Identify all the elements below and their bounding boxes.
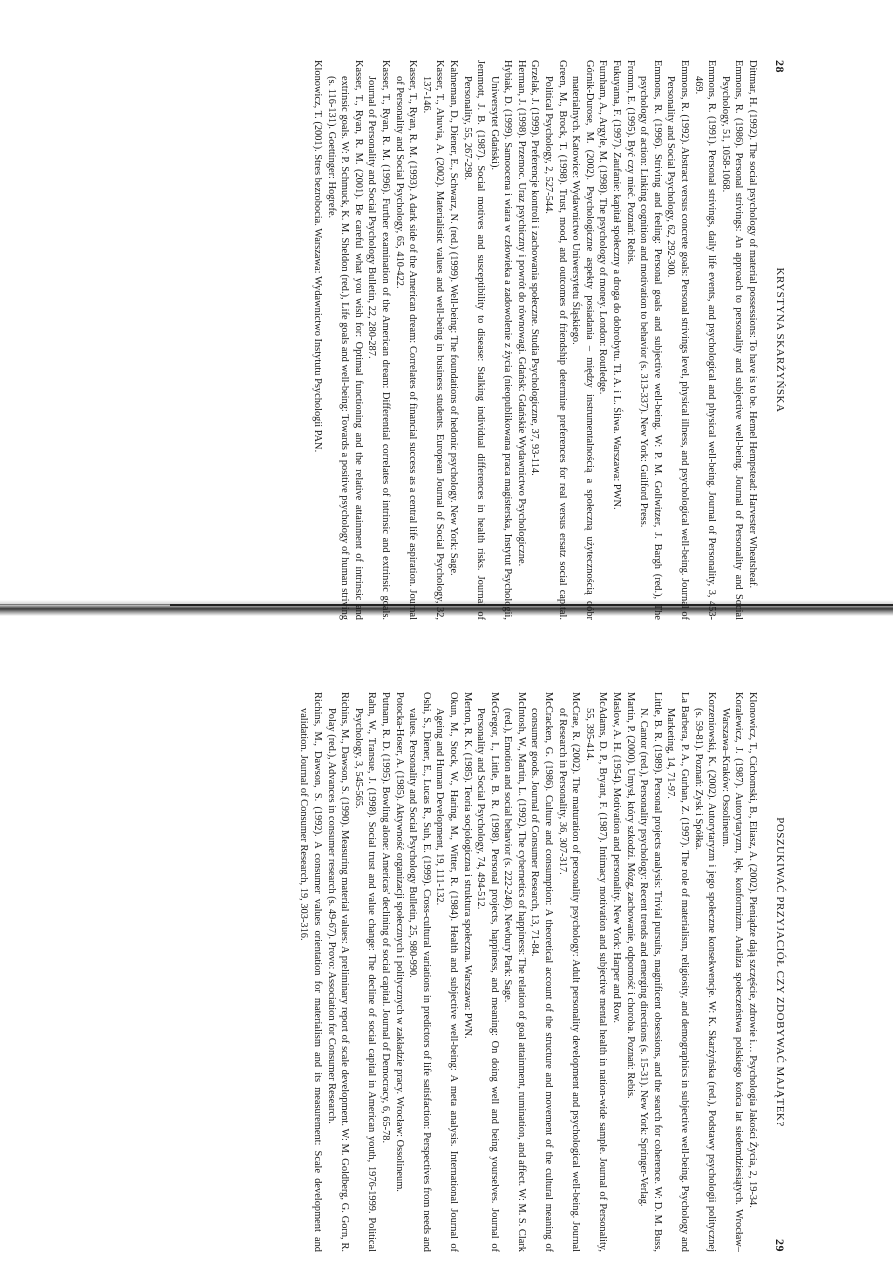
- reference-entry: Emmons, R. (1991). Personal strivings, daily life events, and psychological and physical well-being. Journal of Personality, 3, 453-469.: [692, 60, 718, 620]
- reference-entry: Kasser, T., Ryan, R. M. (1996). Further examination of the American dream: Differential correlates of intrinsic and extrinsic goals. Journal of Personality and Social Psychology Bulletin, 22, 280-287.: [366, 60, 391, 620]
- running-head-title: KRYSTYNA SKARŻYŃSKA: [774, 267, 786, 413]
- reference-entry: McIntosh, W., Martin, L. (1992). The cybernetics of happiness: The relation of goal attainment, rumination, and affect. W: M. S. Clark (red.), Emotion and social behavior (s. 222-246). Newbury Park: Sage.: [502, 692, 527, 1252]
- running-head-title: POSZUKIWAĆ PRZYJACIÓŁ CZY ZDOBYWAĆ MAJĄTEK?: [774, 817, 786, 1127]
- reference-entry: Richins, M., Dawson, S. (1992). A consumer values orientation for materialism and its measurement: Scale development and validation. Journal of Consumer Research, 19, 303-316.: [298, 692, 323, 1252]
- reference-entry: Potocka-Hoser, A. (1985). Aktywność organizacji społecznych i politycznych w zakładzie pracy. Wrocław: Ossolineum.: [393, 692, 405, 1192]
- reference-entry: Hybiak, D. (1999). Samoocena i wiara w człowieka a zadowolenie z życia (nieopublikowana praca magisterska, Instytut Psychologii, Uniwersytet Gdański).: [488, 60, 514, 620]
- reference-entry: Koralewicz, J. (1987). Autorytaryzm, lęk, konformizm. Analiza społeczeństwa polskiego końca lat siedemdziesiątych. Wrocław–Warszawa–Kraków: Ossolineum.: [719, 692, 745, 1252]
- reference-entry: McCracken, G. (1986). Culture and consumption: A theoretical account of the structure and movement of the cultural meaning of consumer goods. Journal of Consumer Research, 13, 71-84.: [529, 692, 555, 1252]
- reference-entry: Grzelak, J. (1999). Preferencje kontroli i zachowania społeczne. Studia Psychologiczne, 37, 93-114.: [529, 60, 541, 476]
- reference-entry: Martin, P. (2000). Umysł, który szkodzi. Mózg, zachowanie, odporność i choroba. Poznań: Rebis.: [624, 692, 636, 1099]
- reference-entry: Górnik-Durose, M. (2002). Psychologiczne aspekty posiadania – między instrumentalnością a społeczną użytecznością dóbr materialnych. Katowice: Wydawnictwo Uniwersytetu Śląskiego.: [570, 60, 595, 620]
- reference-entry: Oshi, S., Diener, E., Lucas R., Suh, E. (1999). Cross-cultural variations in predictors of life satisfaction: Perspectives from needs and values. Personality and Social Psychology Bulletin, 25, 980-990.: [407, 692, 432, 1252]
- page-number: 28: [773, 60, 787, 73]
- running-head: [765, 692, 787, 1252]
- reference-entry: Klonowicz, T. (2001). Stres bezrobocia. Warszawa: Wydawnictwo Instytutu Psychologii PAN.: [312, 60, 323, 453]
- reference-entry: Richins, M., Dawson, S. (1990). Measuring material values: A preliminary report of scale development. W: M. Goldberg, G. Gorn, R. Polay (red.), Advances in consumer research (s. 49-67). Provo: Association for Consumer Research.: [325, 692, 351, 1252]
- reference-entry: Emmons, R. (1996). Striving and feeling: Personal goals and subjective well-being. W: P. M. Gollwitzer, J. Bargh (red.), The psychology of action: Linking cognition and motivation to behavior (s. 313-337). New York: Guilford Press.: [638, 60, 663, 620]
- reference-entry: Furnham, A., Argyle, M. (1998). The psychology of money. London: Routledge.: [597, 60, 609, 395]
- reference-entry: Emmons, R. (1992). Abstract versus concrete goals: Personal strivings level, physical illness, and psychological well-being. Journal of Personality and Social Psychology, 62, 292-300.: [665, 60, 691, 620]
- reference-entry: McGregor, I., Little, B. R. (1998). Personal projects, happiness, and meaning: On doing well and being yourselves. Journal of Personality and Social Psychology, 74, 494-512.: [475, 692, 500, 1252]
- reference-entry: Rahn, W., Transue, J. (1998). Social trust and value change: The decline of social capital in American youth, 1976-1999. Political Psychology, 3, 545-565.: [352, 692, 378, 1252]
- reference-entry: Kasser, T., Ryan, R. M. (1993). A dark side of the American dream: Correlates of financial success as a central life aspiration. Journal of Personality and Social Psychology, 65, 410-422.: [393, 60, 419, 620]
- reference-entry: Klonowicz, T., Cichomski, B., Eliasz, A. (2002). Pieniądze dają szczęście, zdrowie i… Psychologia Jakości Życia, 2, 19-34.: [747, 692, 758, 1208]
- reference-entry: Green, M., Brock, T. (1998). Trust, mood, and outcomes of friendship determine preferences for real versus ersatz social capital. Political Psychology, 2, 527-544.: [543, 60, 568, 620]
- reference-entry: Kasser, T., Ahuvia, A. (2002). Materialistic values and well-being in business students. European Journal of Social Psychology, 32, 137-146.: [420, 60, 446, 620]
- reference-entry: Korzeniowski, K. (2002). Autorytaryzm i jego społeczne konsekwencje. W: K. Skarżyńska (red.), Podstawy psychologii politycznej (s. 59-81). Poznań: Zysk i Spółka.: [692, 692, 718, 1252]
- reference-list: [297, 692, 759, 1252]
- reference-entry: Little, B. R. (1989). Personal projects analysis: Trivial pursuits, magnificent obsessions, and the search for coherence. W: D. M. Buss, N. Cantor (red.), Personality psychology: Recent trends and emerging directions (s. 15-31). New York: Springer-Verlag.: [638, 692, 663, 1252]
- reference-entry: Dittmar, H. (1992). The social psychology of material possessions: To have is to be. Hemel Hempstead: Harvester Wheatsheaf.: [747, 60, 758, 589]
- reference-list: [310, 60, 759, 620]
- reference-entry: Putnam, R. D. (1995). Bowling alone: Americas' declining of social capital. Journal of Democracy, 6, 65-78.: [379, 692, 391, 1144]
- page-29: [12, 692, 787, 1252]
- reference-entry: Fromm, E. (1995). Być czy mieć. Poznań: Rebis.: [624, 60, 636, 265]
- reference-entry: Kahneman, D., Diener, E., Schwarz, N. (red.) (1999). Well-being: The foundations of hedonic psychology. New York: Sage.: [447, 60, 459, 576]
- running-head: [765, 60, 787, 620]
- reference-entry: Kasser, T., Ryan, R. M. (2001). Be careful what you wish for: Optimal functioning and the relative attainment of intrinsic and extrinsic goals. W: P. Schmuck, K. M. Sheldon (red.), Life goals and well-being: Towards a positive psychology of human striving (s. 116-131). Goettinger: Hogrefe.: [325, 60, 364, 620]
- reference-entry: Maslow, A. H. (1954). Motivation and personality. New York: Harper and Row.: [611, 692, 623, 1024]
- reference-entry: Herman, J. (1998). Przemoc. Uraz psychiczny i powrót do równowagi. Gdańsk: Gdańskie Wydawnictwo Psychologiczne.: [515, 60, 527, 567]
- reference-entry: Emmons, R. (1986). Personal strivings: An approach to personality and subjective well-being. Journal of Personality and Social Psychology, 51, 1058-1068.: [719, 60, 745, 620]
- reference-entry: McAdams, D. P., Bryant, F. (1987). Intimacy motivation and subjective mental health in nation-wide sample. Journal of Personality, 55, 395-414.: [583, 692, 609, 1252]
- reference-entry: Jemmott, J. B. (1987). Social motives and susceptibility to disease: Stalking individual differences in health risks. Journal of Personality, 55, 267-298.: [461, 60, 487, 620]
- reference-entry: Fukuyama, F. (1997). Zaufanie: kapitał społeczny a droga do dobrobytu. Tł. A. i L. Śliwa. Warszawa: PWN.: [611, 60, 623, 510]
- reference-entry: Okun, M., Stock, W., Haring, M., Witter, R. (1984). Health and subjective well-being: A meta analysis. International Journal of Ageing and Human Development, 19, 111-132.: [434, 692, 459, 1252]
- reference-entry: Merton, R. K. (1985). Teoria socjologiczna i struktura społeczna. Warszawa: PWN.: [461, 692, 473, 1039]
- reference-entry: La Barbera, P. A., Gurhan, Z. (1997). The role of materialism, religiosity, and demographics in subjective well-being. Psychology and Marketing, 14, 71-97.: [665, 692, 691, 1252]
- reference-entry: McCrae, R. (2002). The maturation of personality psychology: Adult personality development and psychological well-being. Journal of Research in Personality, 36, 307-317.: [556, 692, 582, 1252]
- page-28: [12, 60, 787, 620]
- page-number: 29: [773, 1239, 787, 1252]
